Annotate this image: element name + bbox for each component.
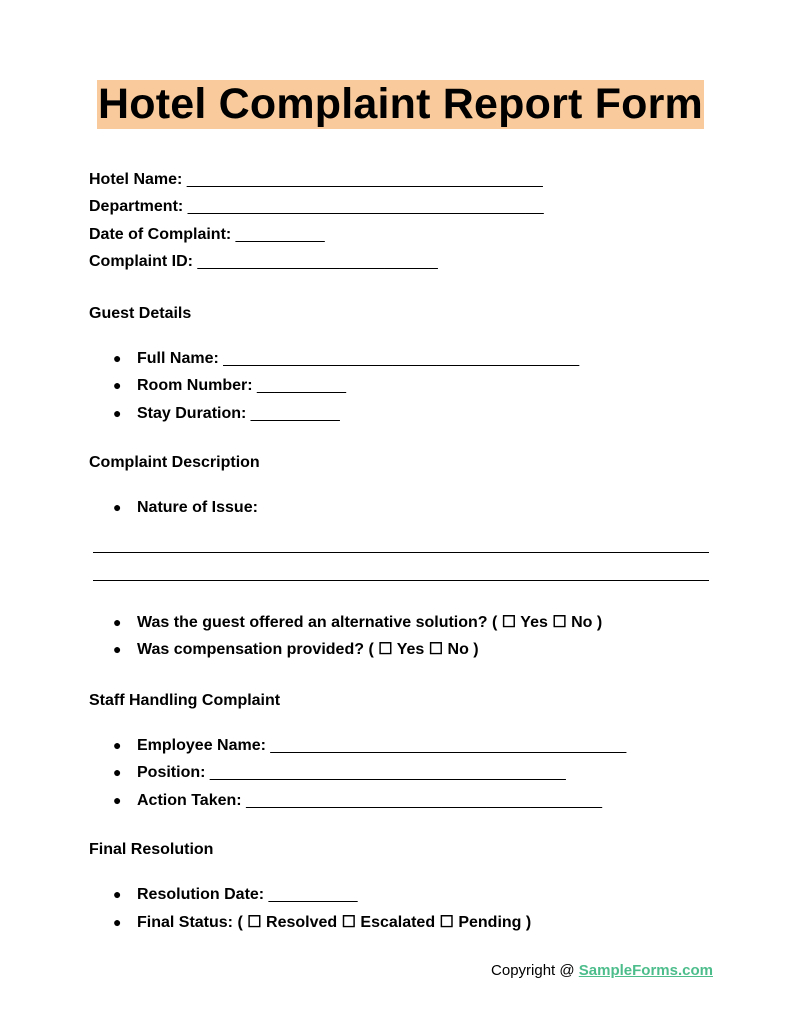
stay-duration-blank[interactable]: __________ <box>250 405 340 422</box>
hotel-name-blank[interactable]: ________________________________________ <box>186 171 543 188</box>
position-item[interactable] <box>113 762 566 783</box>
hotel-name-field[interactable] <box>89 170 543 190</box>
bullet-icon: ● <box>113 350 122 366</box>
complaint-id-label: Complaint ID: <box>89 253 193 270</box>
copyright-text: Copyright @ <box>491 962 579 979</box>
full-name-item[interactable] <box>113 348 579 369</box>
full-name-blank[interactable]: ________________________________________ <box>223 350 580 367</box>
employee-name-label: Employee Name: <box>137 737 266 754</box>
complaint-description-heading: Complaint Description <box>89 454 260 471</box>
issue-write-line[interactable] <box>93 580 709 581</box>
resolution-date-blank[interactable]: __________ <box>268 886 358 903</box>
stay-duration-label: Stay Duration: <box>137 405 247 422</box>
nature-of-issue-item <box>113 497 258 518</box>
final-status-item[interactable] <box>113 912 531 933</box>
compensation-question[interactable] <box>113 639 479 660</box>
action-taken-blank[interactable]: ________________________________________ <box>246 792 602 809</box>
compensation-text[interactable]: Was compensation provided? ( ☐ Yes ☐ No ) <box>137 641 479 658</box>
position-label: Position: <box>137 764 206 781</box>
stay-duration-item[interactable] <box>113 403 340 424</box>
bullet-icon: ● <box>113 405 122 421</box>
bullet-icon: ● <box>113 614 122 630</box>
sampleforms-link[interactable]: SampleForms.com <box>578 962 713 979</box>
bullet-icon: ● <box>113 886 122 902</box>
action-taken-label: Action Taken: <box>137 792 242 809</box>
copyright-footer <box>491 961 713 981</box>
position-blank[interactable]: ________________________________________ <box>209 764 566 781</box>
complaint-id-blank[interactable]: ___________________________ <box>197 253 438 270</box>
bullet-icon: ● <box>113 641 122 657</box>
guest-details-heading: Guest Details <box>89 305 192 322</box>
bullet-icon: ● <box>113 377 122 393</box>
department-blank[interactable]: ________________________________________ <box>187 198 544 215</box>
resolution-date-label: Resolution Date: <box>137 886 265 903</box>
nature-of-issue-label: Nature of Issue: <box>137 499 258 516</box>
page-title: Hotel Complaint Report Form <box>97 80 703 128</box>
full-name-label: Full Name: <box>137 350 219 367</box>
complaint-date-field[interactable] <box>89 225 325 245</box>
alternative-solution-text[interactable]: Was the guest offered an alternative solution? ( ☐ Yes ☐ No ) <box>137 614 603 631</box>
complaint-date-blank[interactable]: __________ <box>235 226 325 243</box>
bullet-icon: ● <box>113 737 122 753</box>
resolution-date-item[interactable] <box>113 884 358 905</box>
employee-name-blank[interactable]: ________________________________________ <box>270 737 627 754</box>
bullet-icon: ● <box>113 792 122 808</box>
final-resolution-heading: Final Resolution <box>89 841 214 858</box>
complaint-id-field[interactable] <box>89 252 438 272</box>
bullet-icon: ● <box>113 499 122 515</box>
department-field[interactable] <box>89 197 544 217</box>
room-number-blank[interactable]: __________ <box>257 377 346 394</box>
staff-handling-heading: Staff Handling Complaint <box>89 692 281 709</box>
alternative-solution-question[interactable] <box>113 612 602 633</box>
bullet-icon: ● <box>113 914 122 930</box>
room-number-item[interactable] <box>113 375 346 396</box>
final-status-text[interactable]: Final Status: ( ☐ Resolved ☐ Escalated ☐ Pending ) <box>137 914 532 931</box>
title-wrapper <box>0 80 801 129</box>
room-number-label: Room Number: <box>137 377 253 394</box>
issue-write-line[interactable] <box>93 552 709 553</box>
employee-name-item[interactable] <box>113 735 626 756</box>
bullet-icon: ● <box>113 764 122 780</box>
complaint-date-label: Date of Complaint: <box>89 226 232 243</box>
hotel-name-label: Hotel Name: <box>89 171 183 188</box>
action-taken-item[interactable] <box>113 790 602 811</box>
department-label: Department: <box>89 198 184 215</box>
